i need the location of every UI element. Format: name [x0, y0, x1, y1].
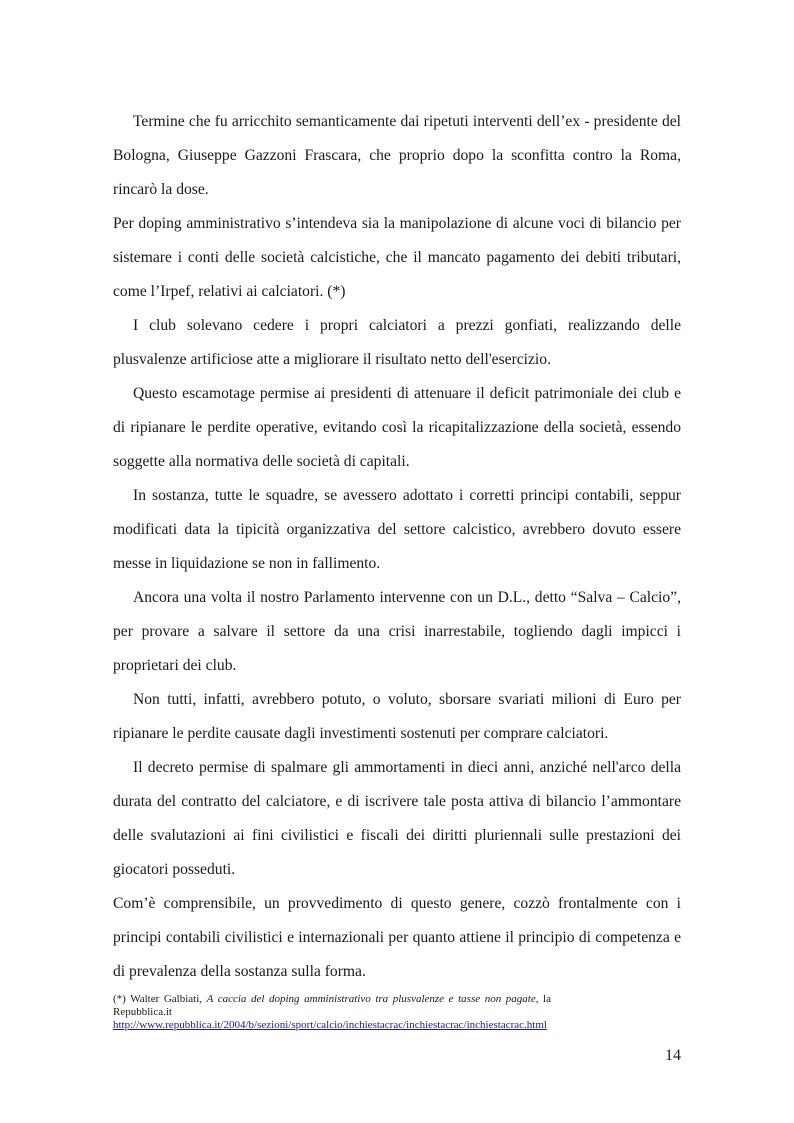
footnote-source: , la Repubblica.it [113, 993, 551, 1018]
paragraph-2: Per doping amministrativo s’intendeva sia la manipolazione di alcune voci di bilancio per sistemare i conti delle società calcistiche, che il mancato pagamento dei debiti tributari, come l’Irpef, relativi ai calciatori. (*) [113, 215, 681, 300]
footnote [113, 993, 551, 1032]
paragraph-4: Questo escamotage permise ai presidenti di attenuare il deficit patrimoniale dei club e di ripianare le perdite operative, evitando così la ricapitalizzazione della società, essendo soggette alla normativa delle società di capitali. [113, 385, 681, 470]
body-text [113, 105, 681, 989]
paragraph-1: Termine che fu arricchito semanticamente dai ripetuti interventi dell’ex - presidente del Bologna, Giuseppe Gazzoni Frascara, che proprio dopo la sconfitta contro la Roma, rincarò la dose. [113, 113, 681, 198]
footnote-author: (*) Walter Galbiati, [113, 993, 207, 1005]
paragraph-5: In sostanza, tutte le squadre, se avessero adottato i corretti principi contabili, seppur modificati data la tipicità organizzativa del settore calcistico, avrebbero dovuto essere messe in liquidazione se non in fallimento. [113, 487, 681, 572]
paragraph-3: I club solevano cedere i propri calciatori a prezzi gonfiati, realizzando delle plusvalenze artificiose atte a migliorare il risultato netto dell'esercizio. [113, 317, 681, 368]
page-number: 14 [665, 1047, 681, 1064]
paragraph-8: Il decreto permise di spalmare gli ammortamenti in dieci anni, anziché nell'arco della durata del contratto del calciatore, e di iscrivere tale posta attiva di bilancio l’ammontare delle svalutazioni ai fini civilistici e fiscali dei diritti pluriennali sulle prestazioni dei giocatori posseduti. [113, 759, 681, 878]
footnote-link[interactable]: http://www.repubblica.it/2004/b/sezioni/sport/calcio/inchiestacrac/inchiestacrac/inchiestacrac.html [113, 1019, 547, 1031]
footnote-article-title: A caccia del doping amministrativo tra plusvalenze e tasse non pagate [206, 993, 536, 1005]
paragraph-7: Non tutti, infatti, avrebbero potuto, o voluto, sborsare svariati milioni di Euro per ripianare le perdite causate dagli investimenti sostenuti per comprare calciatori. [113, 691, 681, 742]
paragraph-9: Com’è comprensibile, un provvedimento di questo genere, cozzò frontalmente con i principi contabili civilistici e internazionali per quanto attiene il principio di competenza e di prevalenza della sostanza sulla forma. [113, 895, 681, 980]
paragraph-6: Ancora una volta il nostro Parlamento intervenne con un D.L., detto “Salva – Calcio”, per provare a salvare il settore da una crisi inarrestabile, togliendo dagli impicci i proprietari dei club. [113, 589, 681, 674]
